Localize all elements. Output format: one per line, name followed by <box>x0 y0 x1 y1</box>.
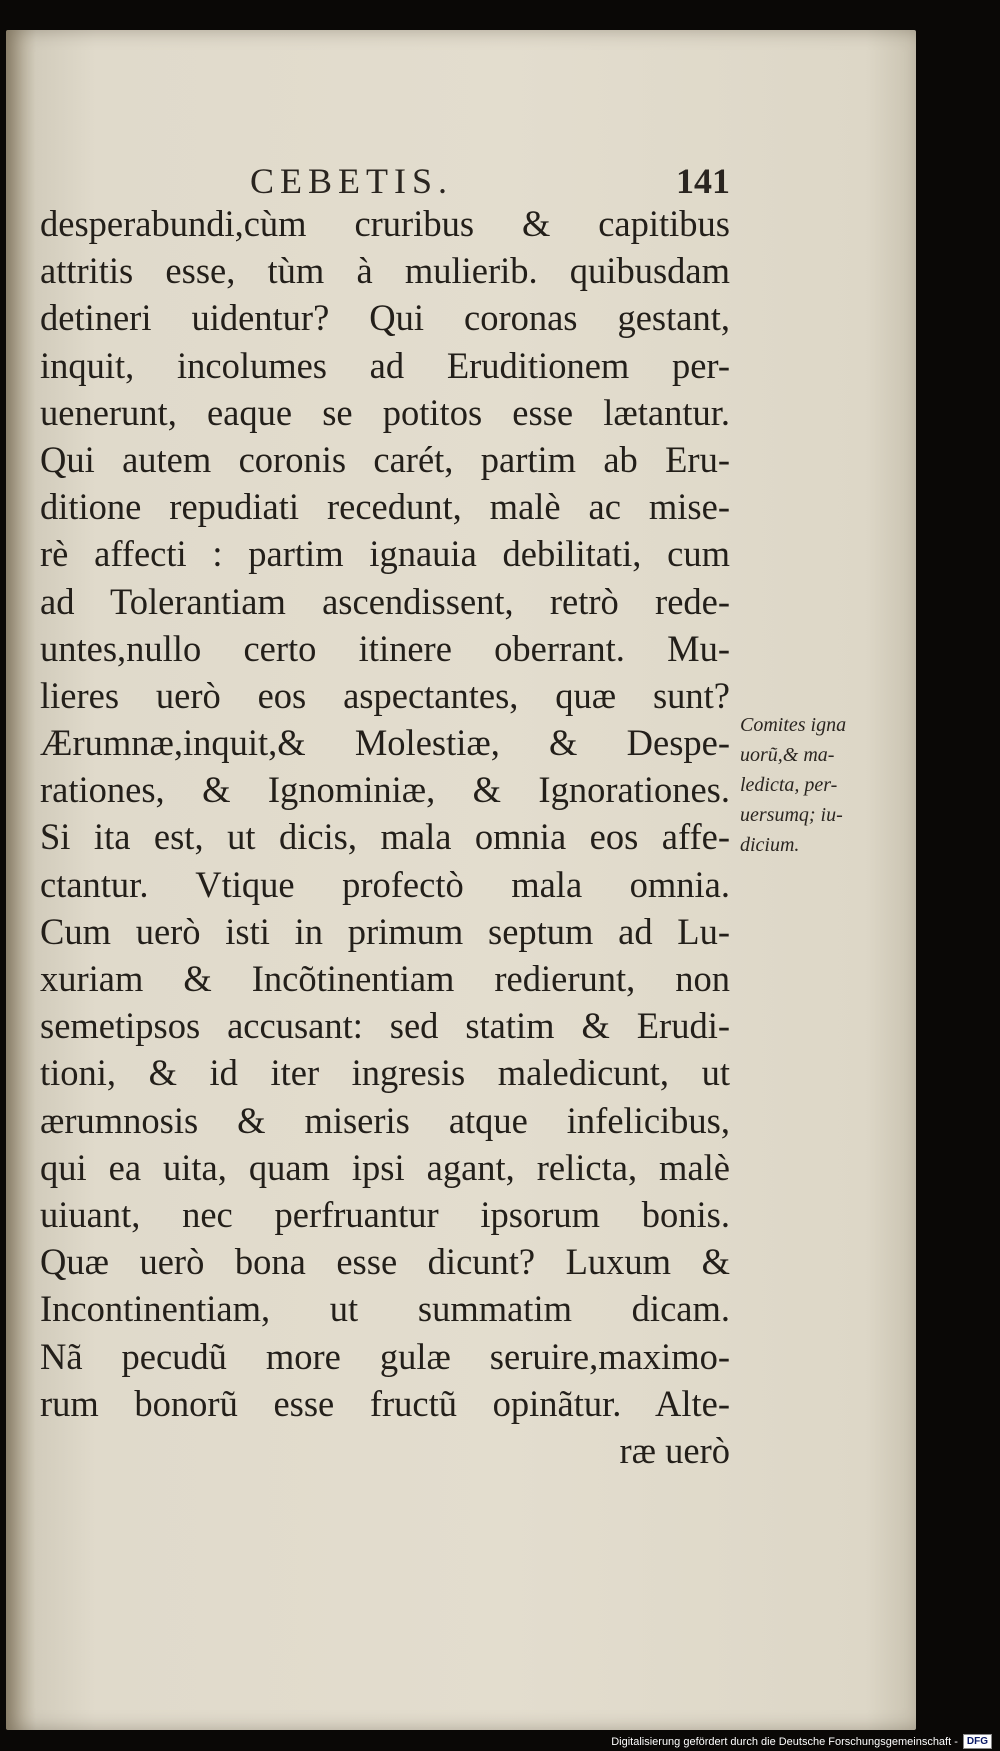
text-line: lieres uerò eos aspectantes, quæ sunt? <box>40 674 730 716</box>
marginal-note-line: uorũ,& ma- <box>740 744 835 766</box>
text-line: inquit, incolumes ad Eruditionem per- <box>40 344 730 386</box>
text-line: semetipsos accusant: sed statim & Erudi- <box>40 1005 730 1047</box>
text-line: rum bonorũ esse fructũ opinãtur. Alte- <box>40 1382 730 1424</box>
text-line: rationes, & Ignominiæ, & Ignorationes. <box>40 769 730 811</box>
text-line: desperabundi,cùm cruribus & capitibus <box>40 203 730 244</box>
text-line: qui ea uita, quam ipsi agant, relicta, malè <box>40 1146 730 1188</box>
marginal-note-line: Comites igna <box>740 714 847 736</box>
marginal-note-line: ledicta, per- <box>740 774 838 796</box>
text-line: ctantur. Vtique profectò mala omnia. <box>40 863 730 905</box>
body-text <box>40 200 730 1474</box>
dfg-logo: DFG <box>963 1734 992 1749</box>
credit-text: Digitalisierung gefördert durch die Deutsche Forschungsgemeinschaft - <box>611 1735 958 1748</box>
text-line: Incontinentiam, ut summatim dicam. <box>40 1288 730 1330</box>
text-line: Ærumnæ,inquit,& Molestiæ, & Despe- <box>40 722 730 764</box>
text-line: Qui autem coronis carét, partim ab Eru- <box>40 438 730 480</box>
text-line: attritis esse, tùm à mulierib. quibusdam <box>40 250 730 292</box>
text-line: xuriam & Incõtinentiam redierunt, non <box>40 958 730 999</box>
text-line: rè affecti : partim ignauia debilitati, cum <box>40 533 730 575</box>
marginal-note-line: dicium. <box>740 834 800 856</box>
text-line: uenerunt, eaque se potitos esse lætantur. <box>40 391 730 433</box>
text-line: Si ita est, ut dicis, mala omnia eos affe- <box>40 816 730 858</box>
page-number: 141 <box>676 161 730 201</box>
text-line: detineri uidentur? Qui coronas gestant, <box>40 297 730 339</box>
text-line: ad Tolerantiam ascendissent, retrò rede- <box>40 580 730 622</box>
text-line: ditione repudiati recedunt, malè ac mise- <box>40 486 730 528</box>
marginal-note <box>740 710 915 860</box>
text-line: tioni, & id iter ingresis maledicunt, ut <box>40 1052 730 1094</box>
text-line: Quæ uerò bona esse dicunt? Luxum & <box>40 1241 730 1283</box>
text-line: untes,nullo certo itinere oberrant. Mu- <box>40 627 730 669</box>
text-line: Nã pecudũ more gulæ seruire,maximo- <box>40 1335 730 1377</box>
text-line: ærumnosis & miseris atque infelicibus, <box>40 1099 730 1141</box>
running-title: CEBETIS. <box>250 161 454 201</box>
marginal-note-line: uersumq; iu- <box>740 804 843 826</box>
digitization-credit <box>611 1734 992 1749</box>
text-line: ræ uerò <box>619 1429 730 1471</box>
text-line: Cum uerò isti in primum septum ad Lu- <box>40 910 730 952</box>
text-line: uiuant, nec perfruantur ipsorum bonis. <box>40 1193 730 1235</box>
